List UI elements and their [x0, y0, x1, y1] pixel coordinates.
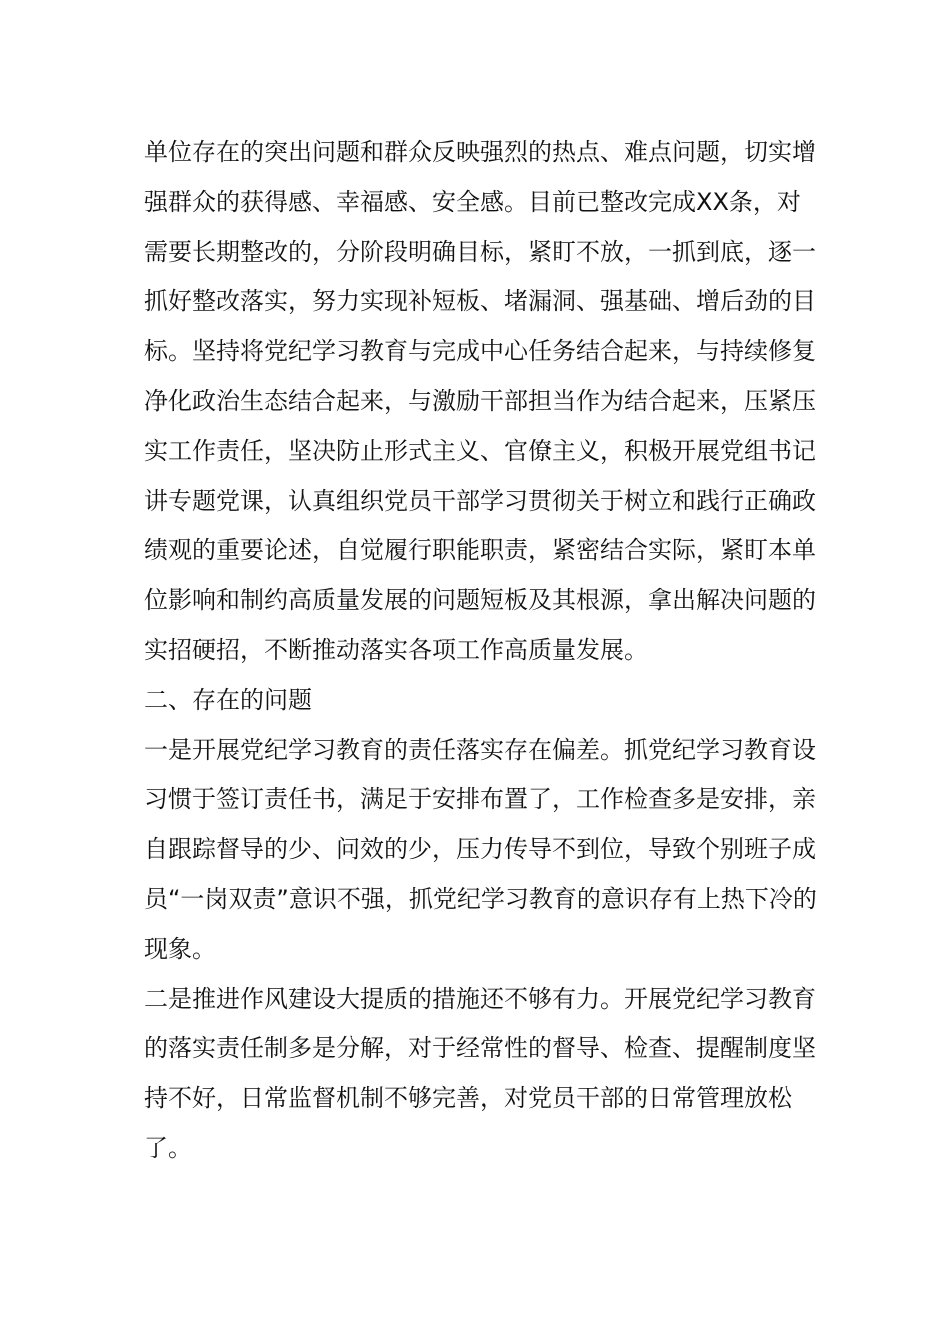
paragraph-rectification-progress: 单位存在的突出问题和群众反映强烈的热点、难点问题，切实增强群众的获得感、幸福感、安全感。目前已整改完成XX条，对需要长期整改的，分阶段明确目标，紧盯不放，一抓到底，逐一抓好整改落实，努力实现补短板、堵漏洞、强基础、增后劲的目标。坚持将党纪学习教育与完成中心任务结合起来，与持续修复净化政治生态结合起来，与激励干部担当作为结合起来，压紧压实工作责任，坚决防止形式主义、官僚主义，积极开展党组书记讲专题党课，认真组织党员干部学习贯彻关于树立和践行正确政绩观的重要论述，自觉履行职能职责，紧密结合实际，紧盯本单位影响和制约高质量发展的问题短板及其根源，拿出解决问题的实招硬招，不断推动落实各项工作高质量发展。	[144, 138, 816, 664]
paragraph-problem-one: 一是开展党纪学习教育的责任落实存在偏差。抓党纪学习教育设习惯于签订责任书，满足于安排布置了，工作检查多是安排，亲自跟踪督导的少、问效的少，压力传导不到位，导致个别班子成员“一岗双责”意识不强，抓党纪学习教育的意识存有上热下冷的现象。	[144, 735, 817, 963]
paragraph-problem-two: 二是推进作风建设大提质的措施还不够有力。开展党纪学习教育的落实责任制多是分解，对于经常性的督导、检查、提醒制度坚持不好，日常监督机制不够完善，对党员干部的日常管理放松了。	[144, 984, 816, 1162]
section-heading-existing-problems: 二、存在的问题	[144, 685, 312, 714]
document-body	[144, 128, 824, 1174]
